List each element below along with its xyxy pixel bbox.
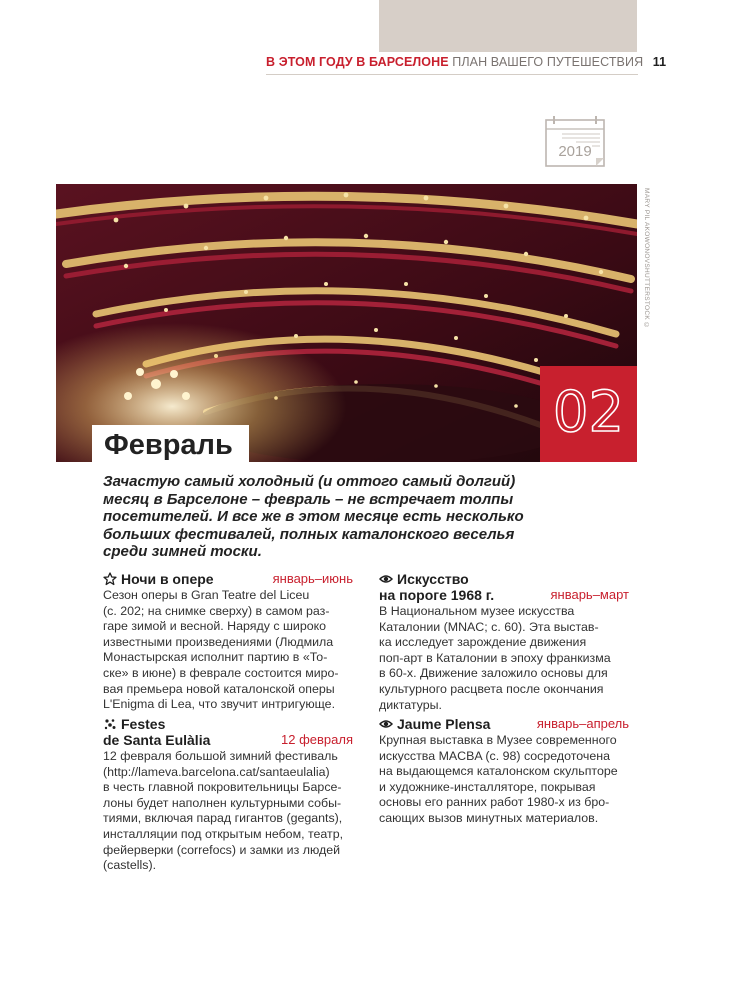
event-body-line: (с. 202; на снимке сверху) в самом раз-	[103, 603, 330, 618]
lede-line: среди зимней тоски.	[103, 543, 262, 560]
lede	[103, 473, 543, 561]
event-body-line: ске» в июне) в феврале состоится миро-	[103, 665, 339, 680]
event-opera-nights	[103, 571, 353, 713]
event-body-line: известными произведениями (Людмила	[103, 634, 334, 649]
event-body-line: 12 февраля большой зимний фестиваль	[103, 749, 338, 763]
header-rule	[266, 74, 638, 75]
event-art-1968	[379, 571, 629, 713]
event-date: январь–апрель	[536, 716, 629, 731]
event-body-line: ка исследует зарождение движения	[379, 635, 587, 650]
event-title: de Santa Eulàlia	[103, 732, 211, 748]
event-date: январь–март	[550, 587, 629, 602]
event-body-line: в честь главной покровительницы Барсе-	[103, 780, 342, 795]
event-title: на пороге 1968 г.	[379, 587, 495, 603]
eye-icon	[379, 572, 393, 586]
event-body-line: Крупная выставка в Музее современного	[379, 733, 617, 747]
event-body-line: поп-арт в Каталонии в эпоху франкизма	[379, 650, 611, 665]
event-body-line: искусства MACBA (с. 98) сосредоточена	[379, 748, 610, 763]
event-title: Искусство	[397, 571, 469, 587]
event-body-line: на выдающемся каталонском скульпторе	[379, 764, 618, 779]
calendar-year: 2019	[558, 143, 592, 160]
event-body-line: (http://lameva.barcelona.cat/santaeulalia)	[103, 764, 330, 779]
event-body-line: инсталляции под открытым небом, театр,	[103, 826, 344, 841]
running-head-subtitle: ПЛАН ВАШЕГО ПУТЕШЕСТВИЯ	[452, 55, 644, 69]
event-body-line: Каталонии (MNAC; с. 60). Эта выстав-	[379, 619, 599, 634]
running-head-section: В ЭТОМ ГОДУ В БАРСЕЛОНЕ	[266, 55, 449, 69]
photo-credit: MARY PIL AKOWONOVSHUTTERSTOCK ©	[643, 188, 650, 330]
month-number: 02	[552, 380, 625, 445]
event-date: 12 февраля	[281, 732, 353, 747]
lede-line: Зачастую самый холодный (и оттого самый долгий)	[103, 473, 516, 490]
event-body-line: вая премьера новой каталонской оперы	[103, 681, 335, 696]
event-body-line: культурного расцвета после окончания	[379, 681, 604, 696]
running-head	[266, 55, 667, 73]
event-body-line: лоны будет наполнен культурными собы-	[103, 795, 342, 810]
event-body-line: Монастырская исполнит партию в «То-	[103, 650, 328, 665]
calendar-icon	[544, 114, 608, 170]
star-icon	[103, 572, 117, 586]
event-body-line: L'Enigma di Lea, что звучит интригующе.	[103, 697, 336, 712]
event-body-line: в 60-х. Движение заложило основы для	[379, 666, 608, 681]
event-body-line: основы его ранних работ 1980-х из бро-	[379, 795, 610, 810]
month-number-box	[540, 366, 637, 462]
event-body-line: Сезон оперы в Gran Teatre del Liceu	[103, 588, 310, 602]
event-body-line: тиями, включая парад гигантов (gegants),	[103, 811, 343, 826]
event-jaume-plensa	[379, 716, 629, 827]
event-body-line: диктатуры.	[379, 697, 442, 712]
lede-line: месяц в Барселоне – февраль – не встречает толпы	[103, 490, 514, 508]
event-title: Jaume Plensa	[397, 716, 491, 732]
event-body-line: и художнике-инсталляторе, покрывая	[379, 779, 596, 794]
festival-icon	[103, 717, 117, 731]
event-santa-eulalia	[103, 716, 353, 874]
event-body-line: фейерверки (correfocs) и замки из людей	[103, 842, 341, 857]
eye-icon	[379, 717, 393, 731]
month-title: Февраль	[104, 429, 233, 461]
lede-line: посетителей. И все же в этом месяце есть несколько	[103, 508, 524, 525]
header-band	[379, 0, 637, 52]
month-title-box	[92, 425, 249, 467]
event-body-line: гаре зимой и весной. Наряду с широко	[103, 619, 327, 634]
lede-line: больших фестивалей, полных каталонского веселья	[103, 525, 515, 543]
event-date: январь–июнь	[272, 571, 353, 586]
event-title: Ночи в опере	[121, 571, 214, 587]
page-number: 11	[652, 55, 667, 69]
event-title: Festes	[121, 716, 166, 732]
event-body-line: сающих вызов минутных материалов.	[379, 810, 599, 825]
event-body-line: В Национальном музее искусства	[379, 604, 575, 618]
event-body-line: (castells).	[103, 858, 157, 873]
